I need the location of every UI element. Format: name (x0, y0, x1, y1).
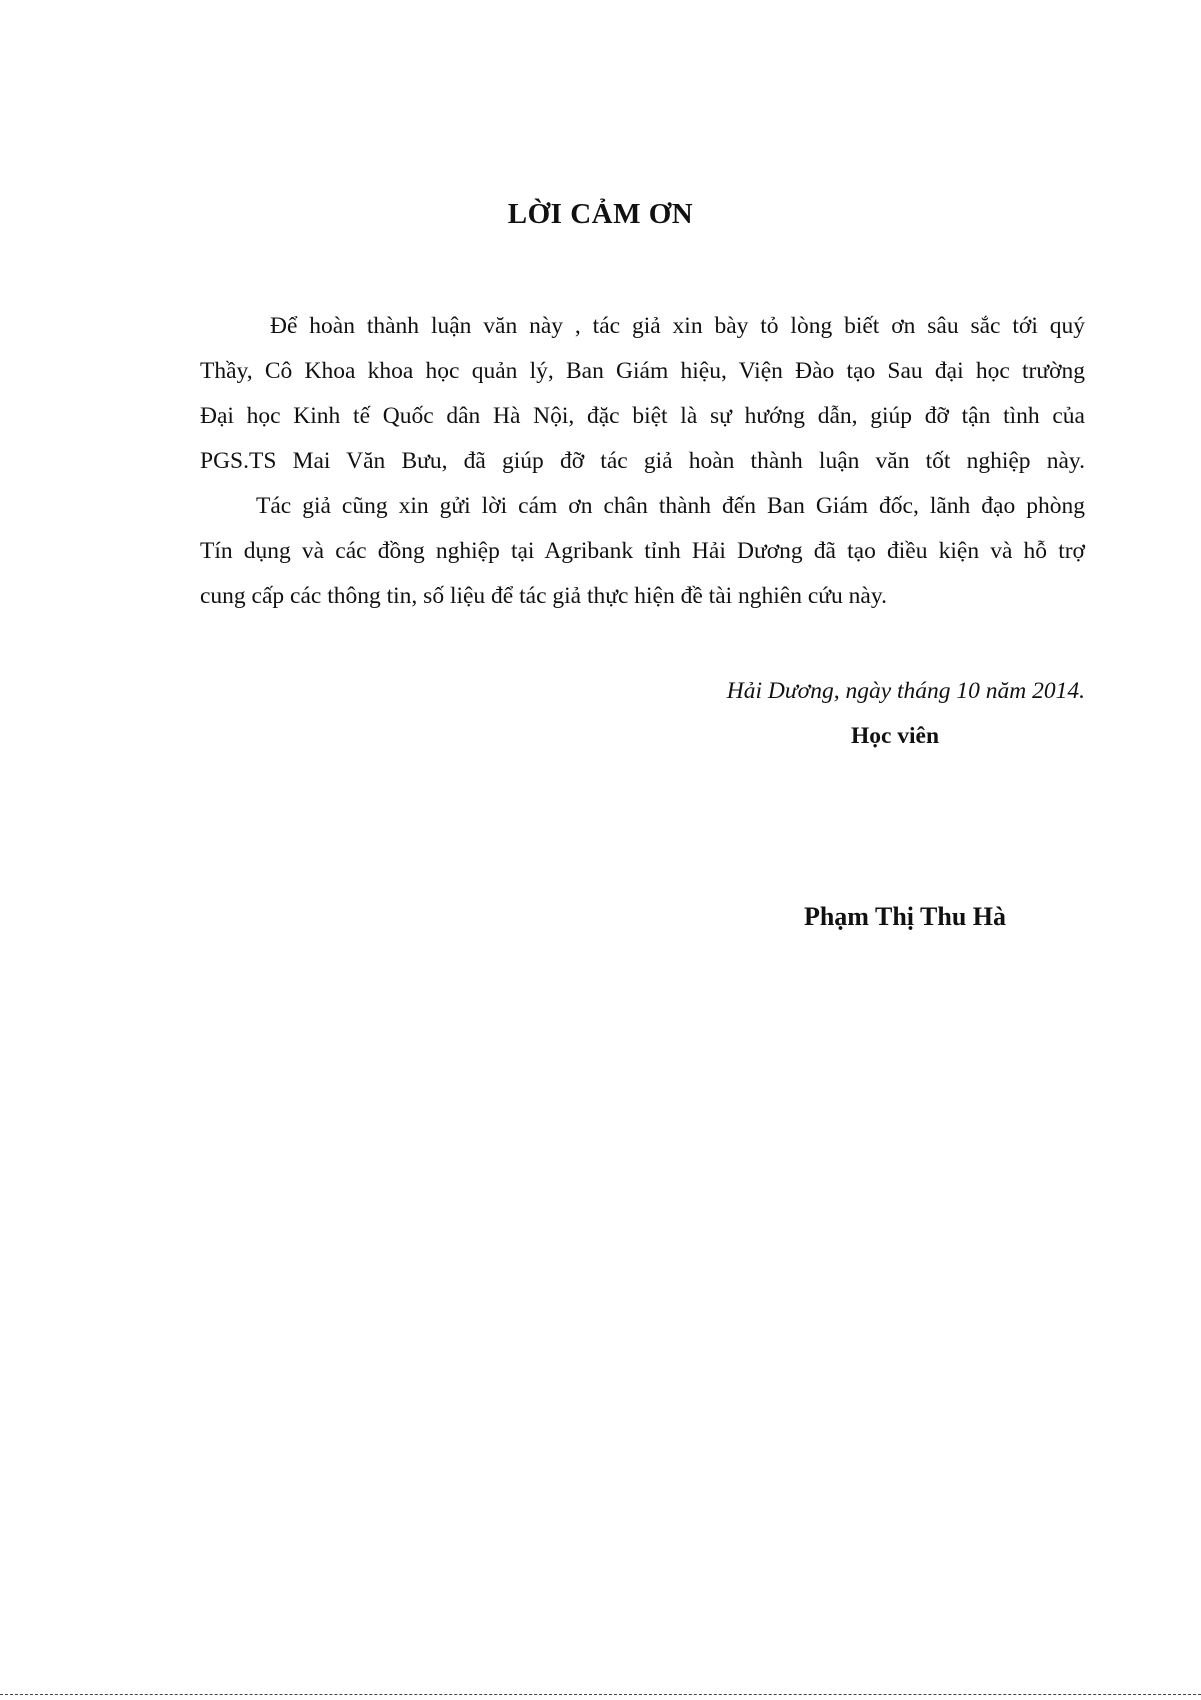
page-title: LỜI CẢM ƠN (507, 198, 694, 230)
paragraph-1-line-1: Để hoàn thành luận văn này , tác giả xin bày tỏ lòng biết ơn sâu sắc tới quý (270, 313, 1085, 339)
paragraph-1-line-2: Thầy, Cô Khoa khoa học quản lý, Ban Giám hiệu, Viện Đào tạo Sau đại học trường (200, 358, 1085, 384)
bottom-divider (0, 1694, 1201, 1700)
role-label: Học viên (850, 723, 940, 749)
paragraph-2-line-1: Tác giả cũng xin gửi lời cám ơn chân thành đến Ban Giám đốc, lãnh đạo phòng (256, 493, 1085, 519)
paragraph-2-line-2: Tín dụng và các đồng nghiệp tại Agribank tỉnh Hải Dương đã tạo điều kiện và hỗ trợ (200, 538, 1085, 564)
signature-name: Phạm Thị Thu Hà (803, 902, 1007, 931)
paragraph-1-line-3: Đại học Kinh tế Quốc dân Hà Nội, đặc biệt là sự hướng dẫn, giúp đỡ tận tình của (200, 403, 1085, 429)
paragraph-1-line-4: PGS.TS Mai Văn Bưu, đã giúp đỡ tác giả hoàn thành luận văn tốt nghiệp này. (200, 448, 1085, 474)
paragraph-2-line-3: cung cấp các thông tin, số liệu để tác giả thực hiện đề tài nghiên cứu này. (200, 583, 887, 609)
date-line: Hải Dương, ngày tháng 10 năm 2014. (726, 678, 1085, 704)
